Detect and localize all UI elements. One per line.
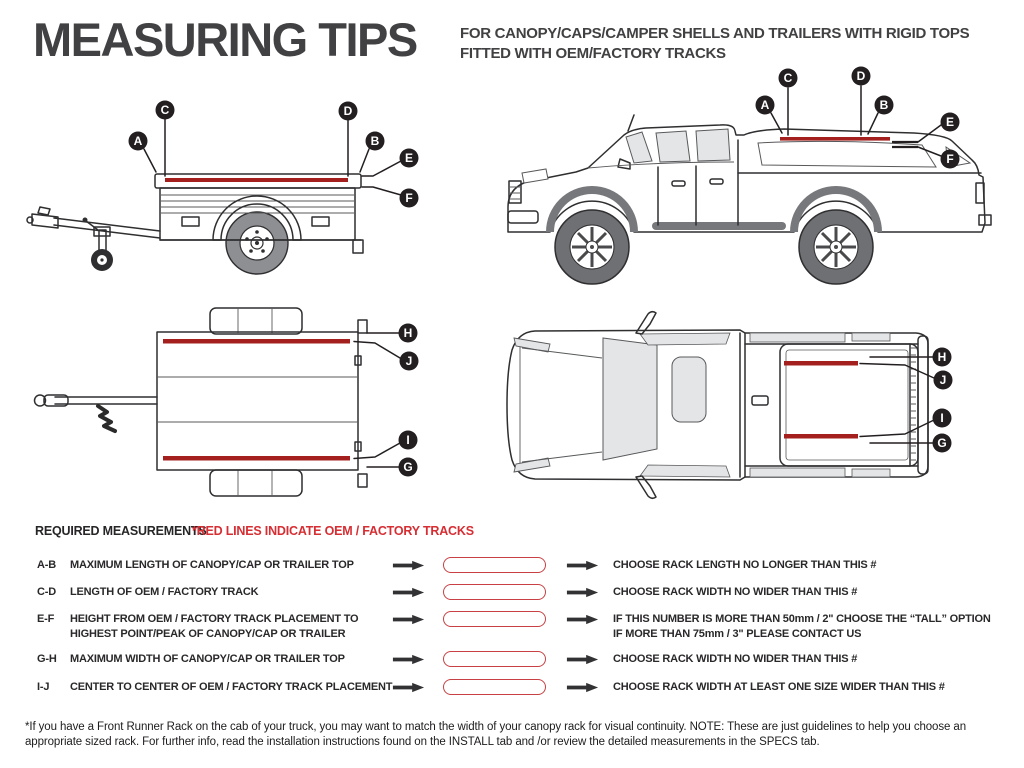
truck-top-view-illustration	[490, 300, 1024, 510]
footnote: *If you have a Front Runner Rack on the cab of your truck, you may want to match the width of your canopy rack for visual continuity. NOTE: These are just guidelines to help you choose an appropriate sized rack. For further info, read the installation instructions found on the INSTALL tab and /or review the detailed measurements in the SPECS tab.	[25, 721, 966, 748]
oem-track-line-bottom	[163, 456, 350, 461]
measurement-code: G-H	[37, 653, 57, 665]
trailer-drawbar	[35, 395, 158, 431]
measurement-guidance: IF THIS NUMBER IS MORE THAN 50mm / 2" CHOOSE THE “TALL” OPTION IF MORE THAN 75mm / 3" PLEASE CONTACT US	[613, 613, 991, 640]
label-g: G	[403, 460, 413, 475]
truck-side-view	[484, 55, 1024, 300]
trailer-side-view	[20, 90, 460, 290]
measurement-input[interactable]	[443, 679, 546, 695]
measurement-input[interactable]	[443, 651, 546, 667]
arrow-right-icon	[392, 560, 425, 571]
measurement-guidance: CHOOSE RACK WIDTH AT LEAST ONE SIZE WIDER THAN THIS #	[613, 681, 945, 693]
truck-body	[507, 312, 928, 499]
arrow-right-icon	[566, 654, 599, 665]
trailer-top-view-illustration	[20, 300, 460, 510]
oem-track-line-top	[163, 339, 350, 344]
label-h: H	[403, 326, 413, 341]
page-title: MEASURING TIPS	[33, 13, 417, 66]
oem-track-line	[780, 137, 890, 141]
required-measurements-heading: REQUIRED MEASUREMENTS	[35, 524, 207, 538]
arrow-right-icon	[392, 614, 425, 625]
subtitle-line-1: FOR CANOPY/CAPS/CAMPER SHELLS AND TRAILERS WITH RIGID TOPS	[460, 25, 970, 42]
label-i: I	[940, 411, 944, 426]
measurement-input[interactable]	[443, 584, 546, 600]
label-i: I	[406, 433, 410, 448]
measurement-code: C-D	[37, 586, 56, 598]
safety-cable	[98, 406, 115, 431]
label-g: G	[937, 436, 947, 451]
trailer-side-view-illustration	[20, 90, 460, 290]
measurement-description: LENGTH OF OEM / FACTORY TRACK	[70, 586, 259, 598]
label-j: J	[405, 354, 413, 369]
label-h: H	[937, 350, 947, 365]
label-markers	[129, 101, 419, 208]
measurement-code: I-J	[37, 681, 50, 693]
label-f: F	[405, 191, 413, 206]
callout-lines	[860, 357, 934, 443]
label-d: D	[856, 69, 866, 84]
measurement-code: A-B	[37, 559, 56, 571]
measurement-guidance: CHOOSE RACK WIDTH NO WIDER THAN THIS #	[613, 586, 858, 598]
measurement-guidance: CHOOSE RACK WIDTH NO WIDER THAN THIS #	[613, 653, 858, 665]
trailer-drawbar	[27, 207, 160, 271]
measurement-guidance: CHOOSE RACK LENGTH NO LONGER THAN THIS #	[613, 559, 877, 571]
arrow-right-icon	[566, 560, 599, 571]
label-b: B	[370, 134, 380, 149]
measurement-description: CENTER TO CENTER OF OEM / FACTORY TRACK PLACEMENT	[70, 681, 393, 693]
label-d: D	[343, 104, 353, 119]
trailer-body	[157, 320, 367, 487]
label-e: E	[404, 151, 414, 166]
truck-side-view-illustration	[484, 55, 1024, 300]
oem-track-line	[165, 178, 348, 182]
trailer-top-view	[20, 300, 460, 510]
arrow-right-icon	[566, 682, 599, 693]
label-b: B	[879, 98, 889, 113]
trailer-wheel	[226, 212, 288, 274]
arrow-right-icon	[392, 682, 425, 693]
arrow-right-icon	[566, 614, 599, 625]
callout-lines	[144, 119, 401, 195]
arrow-right-icon	[566, 587, 599, 598]
label-markers	[399, 324, 419, 477]
oem-track-line-top	[784, 361, 858, 366]
measurement-description: HEIGHT FROM OEM / FACTORY TRACK PLACEMENT TO HIGHEST POINT/PEAK OF CANOPY/CAP OR TRAILER	[70, 613, 359, 640]
label-a: A	[133, 134, 143, 149]
measurement-description: MAXIMUM LENGTH OF CANOPY/CAP OR TRAILER TOP	[70, 559, 354, 571]
truck-top-view	[490, 300, 1024, 510]
label-c: C	[160, 103, 170, 118]
label-a: A	[760, 98, 770, 113]
measurement-input[interactable]	[443, 611, 546, 627]
red-lines-legend-note: *RED LINES INDICATE OEM / FACTORY TRACKS	[192, 524, 474, 538]
arrow-right-icon	[392, 587, 425, 598]
measurement-input[interactable]	[443, 557, 546, 573]
subtitle-line-2: FITTED WITH OEM/FACTORY TRACKS	[460, 44, 726, 62]
measurement-row-ij	[0, 680, 1024, 714]
oem-track-line-bottom	[784, 434, 858, 439]
trailer-fenders	[210, 308, 302, 496]
truck-wheels	[555, 210, 873, 284]
measurement-row-ef	[0, 612, 1024, 646]
arrow-right-icon	[392, 654, 425, 665]
label-c: C	[783, 71, 793, 86]
label-markers	[933, 348, 953, 453]
measurement-description: MAXIMUM WIDTH OF CANOPY/CAP OR TRAILER TOP	[70, 653, 345, 665]
measurement-code: E-F	[37, 613, 55, 625]
label-j: J	[939, 373, 947, 388]
label-f: F	[946, 152, 954, 167]
label-e: E	[945, 115, 955, 130]
